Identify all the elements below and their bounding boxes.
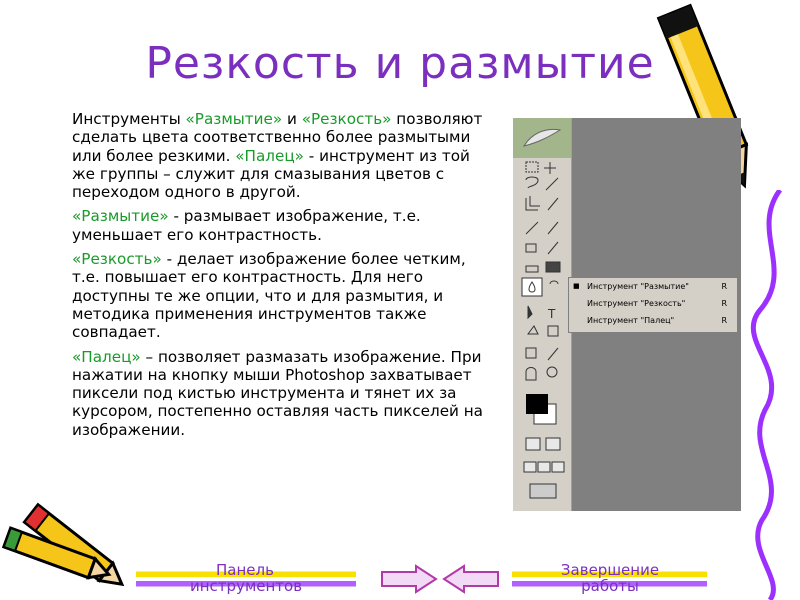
shape-icon (548, 326, 558, 336)
highlight-smudge: «Палец» (235, 146, 304, 165)
feather-icon (522, 126, 562, 150)
gradient-icon (546, 262, 560, 272)
text-span: и (282, 110, 302, 128)
text-span: Инструменты (72, 110, 186, 128)
paragraph-4 (54, 348, 492, 439)
arrow-right-icon[interactable] (380, 564, 438, 594)
flyout-item-shortcut: R (721, 316, 727, 325)
text-span: позволяют сделать цвета соответственно более размытыми или более резкими. (72, 110, 483, 165)
eraser-icon (526, 266, 538, 272)
brush-icon (548, 222, 558, 234)
flyout-item-shortcut: R (721, 299, 727, 308)
pencils-icon (0, 495, 140, 600)
move-icon (544, 162, 556, 174)
text-span: - делает изображение более четким, т.е. повышает его контрастность. Для него доступны те же опции, что и для размытия, и методика применения инструментов также совпадает. (72, 250, 466, 342)
pen-icon (528, 326, 538, 334)
highlight-blur: «Размытие» (72, 207, 169, 226)
lasso-icon (526, 177, 538, 188)
nav-finish-link[interactable]: Завершение работы (560, 561, 660, 595)
decorative-squiggle (740, 190, 800, 600)
quick-mask-button (546, 438, 560, 450)
blur-tool-selected (522, 278, 542, 296)
history-brush-icon (548, 242, 558, 254)
slice-icon (548, 198, 558, 210)
tool-flyout-menu (568, 277, 738, 333)
flyout-item-blur[interactable] (569, 278, 737, 295)
highlight-smudge: «Палец» (72, 347, 141, 366)
slide-title: Резкость и размытие (145, 38, 655, 89)
nav-tools-panel-link[interactable]: Панель инструментов (190, 561, 303, 595)
healing-icon (526, 222, 538, 234)
paragraph-3 (54, 250, 492, 341)
flyout-item-label: Инструмент "Резкость" (587, 299, 686, 308)
marquee-icon (526, 162, 538, 172)
screen-mode-3 (552, 462, 564, 472)
flyout-item-label: Инструмент "Палец" (587, 316, 675, 325)
hand-icon (526, 368, 536, 381)
highlight-blur: «Размытие» (185, 110, 283, 128)
crop-icon (526, 196, 540, 210)
text-span: – позволяет размазать изображение. При нажатии на кнопку мыши Photoshop захватывает пиксели под кистью инструмента и тянет их за курсором, постепенно оставляя часть пикселей на изображении. (72, 347, 483, 439)
flyout-item-sharpen[interactable] (569, 295, 737, 312)
body-text (54, 110, 492, 445)
magic-wand-icon (546, 178, 558, 190)
text-span: - размывает изображение, т.е. уменьшает его контрастность. (72, 207, 421, 244)
foreground-color-swatch (526, 394, 548, 414)
imageready-button (530, 484, 556, 498)
toolbox-tools (520, 158, 568, 508)
paragraph-2 (54, 207, 492, 244)
flyout-item-label: Инструмент "Размытие" (587, 282, 689, 291)
flyout-item-smudge[interactable] (569, 312, 737, 329)
type-icon: T (548, 307, 556, 321)
zoom-icon (547, 367, 557, 377)
paragraph-1 (54, 110, 492, 201)
screen-mode-1 (524, 462, 536, 472)
path-select-icon (528, 306, 532, 318)
highlight-sharpen: «Резкость» (301, 110, 392, 128)
selected-bullet-icon: ■ (573, 282, 580, 290)
notes-icon (526, 348, 536, 358)
standard-mode-button (526, 438, 540, 450)
eyedropper-icon (548, 348, 558, 360)
dodge-icon (550, 281, 558, 284)
highlight-sharpen: «Резкость» (72, 250, 162, 269)
arrow-left-icon[interactable] (442, 564, 500, 594)
text-span: - инструмент из той же группы – служит для смазывания цветов с переходом одного в другой. (72, 146, 470, 202)
screen-mode-2 (538, 462, 550, 472)
stamp-icon (526, 244, 536, 252)
flyout-item-shortcut: R (721, 282, 727, 291)
